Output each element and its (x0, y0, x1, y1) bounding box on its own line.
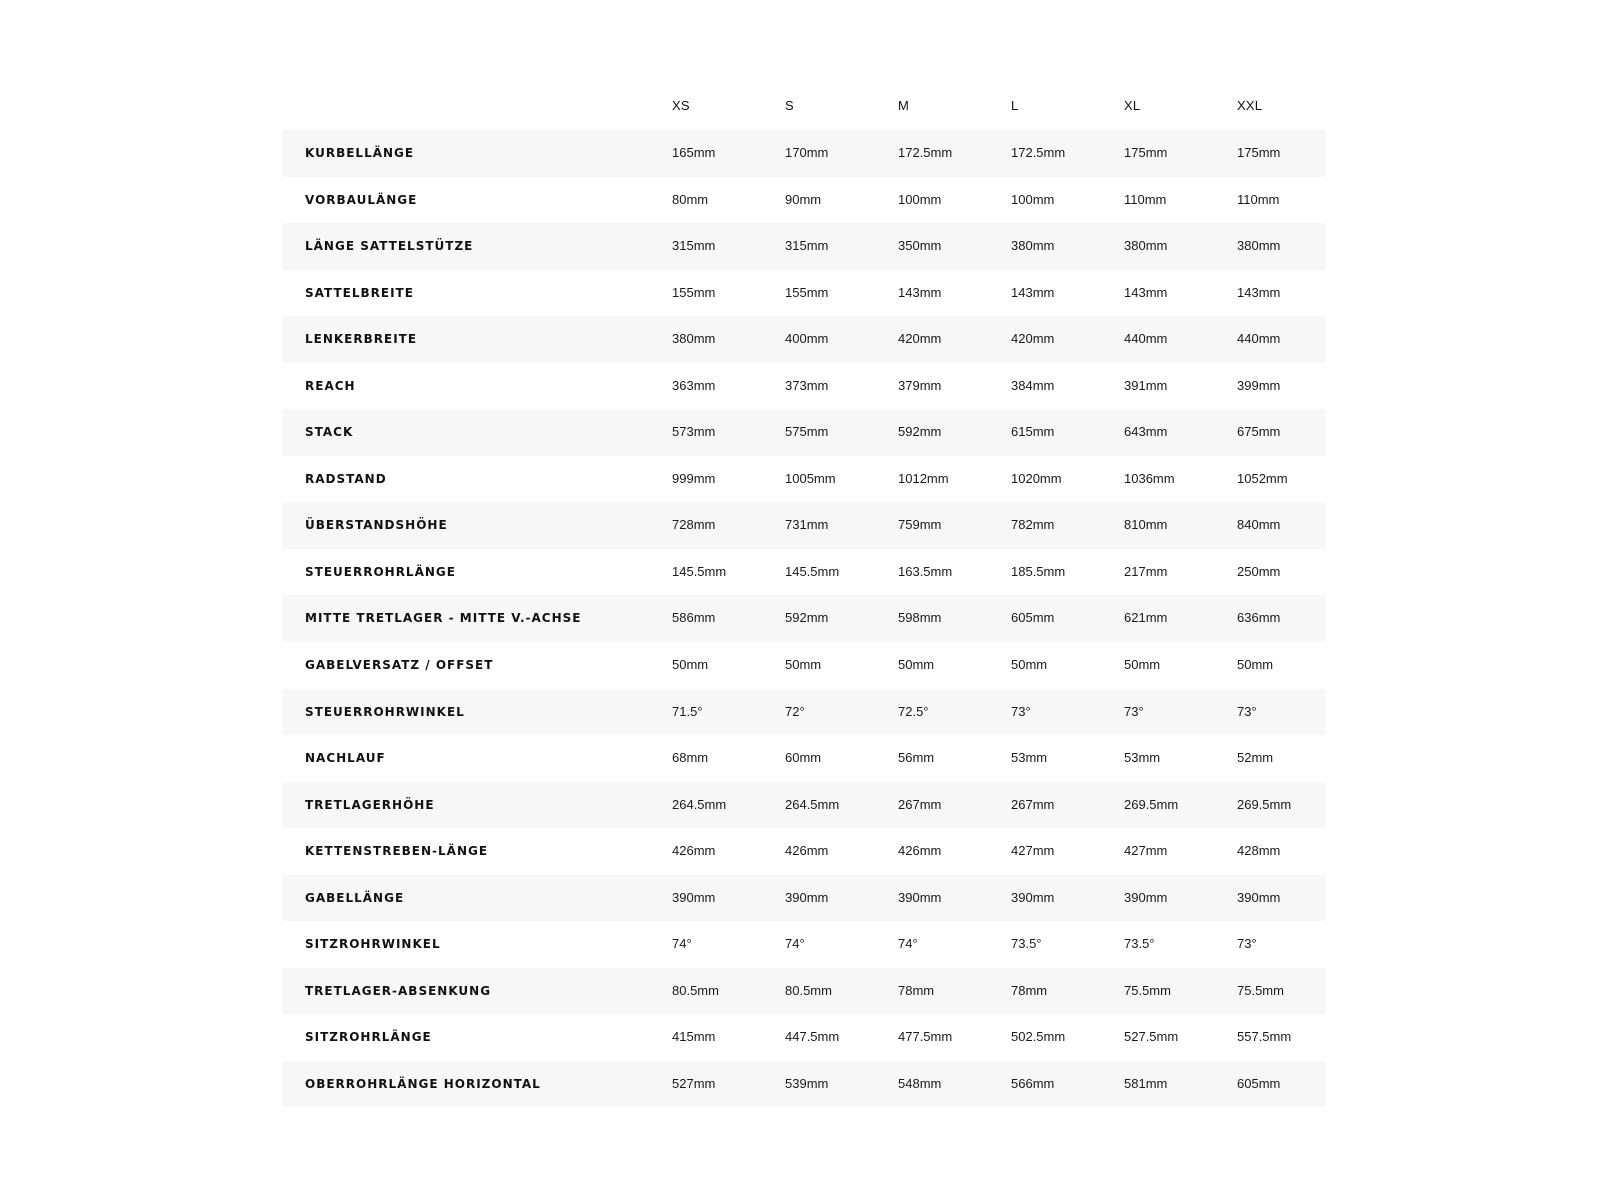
table-cell: 380mm (1124, 238, 1168, 254)
table-cell: 384mm (1011, 377, 1055, 393)
table-cell: 426mm (785, 843, 829, 859)
table-cell: 75.5mm (1237, 982, 1284, 998)
table-cell: 566mm (1011, 1075, 1055, 1091)
table-cell: 1020mm (1011, 470, 1062, 486)
table-row (282, 968, 1326, 1015)
table-cell: 643mm (1124, 424, 1168, 440)
size-header-s: S (785, 98, 794, 113)
table-cell: 71.5° (672, 703, 703, 719)
table-cell: 50mm (898, 657, 935, 673)
table-cell: 73° (1124, 703, 1144, 719)
table-cell: 175mm (1124, 145, 1168, 160)
table-cell: 548mm (898, 1075, 942, 1091)
table-row (282, 456, 1326, 503)
row-label: SATTELBREITE (305, 285, 414, 300)
table-cell: 315mm (785, 238, 829, 254)
table-cell: 50mm (785, 657, 822, 673)
table-cell: 50mm (1124, 657, 1161, 673)
table-cell: 447.5mm (785, 1029, 840, 1045)
table-row (282, 828, 1326, 875)
row-label: GABELVERSATZ / OFFSET (305, 658, 494, 673)
table-row (282, 921, 1326, 968)
table-cell: 586mm (672, 610, 716, 626)
table-cell: 390mm (1011, 889, 1055, 905)
table-cell: 73° (1011, 703, 1031, 719)
table-cell: 60mm (785, 750, 822, 766)
table-cell: 390mm (1124, 889, 1168, 905)
table-cell: 56mm (898, 750, 935, 766)
row-label: REACH (305, 378, 356, 393)
table-row (282, 875, 1326, 922)
table-row (282, 363, 1326, 410)
row-label: OBERROHRLÄNGE HORIZONTAL (305, 1076, 541, 1091)
table-cell: 75.5mm (1124, 982, 1171, 998)
table-cell: 170mm (785, 145, 829, 160)
table-row (282, 270, 1326, 317)
row-label: TRETLAGERHÖHE (305, 797, 435, 812)
table-row (282, 595, 1326, 642)
table-cell: 250mm (1237, 563, 1281, 579)
table-row (282, 782, 1326, 829)
table-cell: 810mm (1124, 517, 1168, 533)
table-row (282, 177, 1326, 224)
table-cell: 380mm (1011, 238, 1055, 254)
row-label: SITZROHRLÄNGE (305, 1030, 432, 1045)
table-cell: 172.5mm (1011, 145, 1066, 160)
table-cell: 175mm (1237, 145, 1281, 160)
table-cell: 440mm (1124, 331, 1168, 347)
table-row (282, 735, 1326, 782)
table-cell: 80.5mm (672, 982, 719, 998)
table-cell: 605mm (1011, 610, 1055, 626)
table-row (282, 502, 1326, 549)
table-cell: 380mm (672, 331, 716, 347)
table-cell: 1012mm (898, 470, 949, 486)
row-label: TRETLAGER-ABSENKUNG (305, 983, 492, 998)
table-cell: 315mm (672, 238, 716, 254)
row-label: STACK (305, 425, 354, 440)
table-cell: 592mm (898, 424, 942, 440)
table-row (282, 409, 1326, 456)
row-label: LENKERBREITE (305, 332, 418, 347)
table-cell: 390mm (672, 889, 716, 905)
table-cell: 185.5mm (1011, 563, 1066, 579)
table-cell: 477.5mm (898, 1029, 953, 1045)
table-cell: 581mm (1124, 1075, 1168, 1091)
table-cell: 145.5mm (672, 563, 727, 579)
table-cell: 573mm (672, 424, 716, 440)
table-cell: 420mm (1011, 331, 1055, 347)
table-cell: 143mm (1237, 284, 1281, 300)
table-cell: 759mm (898, 517, 942, 533)
row-label: LÄNGE SATTELSTÜTZE (305, 239, 474, 254)
table-cell: 575mm (785, 424, 829, 440)
table-cell: 269.5mm (1237, 796, 1292, 812)
row-label: NACHLAUF (305, 751, 386, 766)
table-cell: 557.5mm (1237, 1029, 1292, 1045)
table-row (282, 1061, 1326, 1108)
table-cell: 110mm (1124, 191, 1167, 207)
table-cell: 731mm (785, 517, 829, 533)
table-cell: 1052mm (1237, 470, 1288, 486)
table-cell: 100mm (898, 191, 942, 207)
table-cell: 73° (1237, 703, 1257, 719)
row-label: ÜBERSTANDSHÖHE (305, 518, 448, 533)
table-cell: 143mm (1011, 284, 1055, 300)
row-label: MITTE TRETLAGER - MITTE V.-ACHSE (305, 611, 582, 626)
table-cell: 110mm (1237, 191, 1280, 207)
table-cell: 427mm (1011, 843, 1055, 859)
table-row (282, 642, 1326, 689)
row-label: KETTENSTREBEN-LÄNGE (305, 844, 489, 859)
table-cell: 379mm (898, 377, 942, 393)
table-cell: 143mm (1124, 284, 1168, 300)
table-cell: 390mm (785, 889, 829, 905)
table-cell: 527.5mm (1124, 1029, 1179, 1045)
table-row (282, 130, 1326, 177)
table-cell: 427mm (1124, 843, 1168, 859)
table-cell: 80.5mm (785, 982, 832, 998)
table-cell: 72° (785, 703, 805, 719)
table-cell: 90mm (785, 191, 822, 207)
table-cell: 72.5° (898, 703, 929, 719)
table-cell: 621mm (1124, 610, 1168, 626)
table-cell: 50mm (1237, 657, 1274, 673)
table-cell: 420mm (898, 331, 942, 347)
size-header-xs: XS (672, 98, 690, 113)
row-label: KURBELLÄNGE (305, 146, 415, 160)
table-cell: 363mm (672, 377, 716, 393)
table-cell: 80mm (672, 191, 709, 207)
table-cell: 400mm (785, 331, 829, 347)
size-header-l: L (1011, 98, 1019, 113)
table-cell: 440mm (1237, 331, 1281, 347)
row-label: STEUERROHRWINKEL (305, 704, 465, 719)
table-cell: 399mm (1237, 377, 1281, 393)
table-cell: 53mm (1124, 750, 1161, 766)
table-cell: 502.5mm (1011, 1029, 1066, 1045)
table-cell: 50mm (1011, 657, 1048, 673)
size-header-m: M (898, 98, 910, 113)
table-cell: 73° (1237, 936, 1257, 952)
table-cell: 527mm (672, 1075, 716, 1091)
row-label: RADSTAND (305, 471, 387, 486)
table-cell: 74° (672, 936, 692, 952)
row-label: STEUERROHRLÄNGE (305, 564, 456, 579)
table-body (282, 130, 1326, 1107)
table-cell: 592mm (785, 610, 829, 626)
table-cell: 73.5° (1011, 936, 1042, 952)
table-cell: 269.5mm (1124, 796, 1179, 812)
table-cell: 539mm (785, 1075, 829, 1091)
table-row (282, 223, 1326, 270)
row-label: SITZROHRWINKEL (305, 937, 441, 952)
table-cell: 145.5mm (785, 563, 840, 579)
table-cell: 264.5mm (785, 796, 840, 812)
table-cell: 73.5° (1124, 936, 1155, 952)
table-row (282, 1014, 1326, 1061)
table-cell: 728mm (672, 517, 716, 533)
table-cell: 74° (898, 936, 918, 952)
table-cell: 143mm (898, 284, 942, 300)
table-cell: 426mm (898, 843, 942, 859)
table-row (282, 689, 1326, 736)
table-cell: 428mm (1237, 843, 1281, 859)
table-cell: 217mm (1124, 563, 1168, 579)
row-label: GABELLÄNGE (305, 890, 405, 905)
table-cell: 373mm (785, 377, 829, 393)
table-row (282, 316, 1326, 363)
table-cell: 264.5mm (672, 796, 727, 812)
table-cell: 50mm (672, 657, 709, 673)
table-cell: 415mm (672, 1029, 716, 1045)
table-cell: 999mm (672, 470, 716, 486)
geometry-table (282, 84, 1326, 1107)
table-cell: 840mm (1237, 517, 1281, 533)
size-header-xxl: XXL (1237, 98, 1263, 113)
table-row (282, 549, 1326, 596)
table-cell: 165mm (672, 145, 716, 160)
size-header-xl: XL (1124, 98, 1141, 113)
table-cell: 350mm (898, 238, 942, 254)
table-cell: 636mm (1237, 610, 1281, 626)
table-cell: 267mm (1011, 796, 1055, 812)
table-cell: 155mm (672, 284, 716, 300)
table-cell: 52mm (1237, 750, 1274, 766)
table-cell: 391mm (1124, 377, 1168, 393)
size-header-row (282, 84, 1326, 130)
row-label: VORBAULÄNGE (305, 192, 418, 207)
table-cell: 100mm (1011, 191, 1055, 207)
table-cell: 426mm (672, 843, 716, 859)
table-cell: 380mm (1237, 238, 1281, 254)
table-cell: 1036mm (1124, 470, 1175, 486)
table-cell: 598mm (898, 610, 942, 626)
table-cell: 68mm (672, 750, 709, 766)
table-cell: 390mm (1237, 889, 1281, 905)
table-cell: 675mm (1237, 424, 1281, 440)
table-cell: 74° (785, 936, 805, 952)
table-cell: 782mm (1011, 517, 1055, 533)
table-cell: 78mm (1011, 982, 1048, 998)
table-cell: 605mm (1237, 1075, 1281, 1091)
table-cell: 390mm (898, 889, 942, 905)
table-cell: 267mm (898, 796, 942, 812)
table-cell: 1005mm (785, 470, 836, 486)
table-cell: 78mm (898, 982, 935, 998)
table-cell: 155mm (785, 284, 829, 300)
table-cell: 615mm (1011, 424, 1055, 440)
table-cell: 53mm (1011, 750, 1048, 766)
table-cell: 163.5mm (898, 563, 953, 579)
table-cell: 172.5mm (898, 145, 953, 160)
